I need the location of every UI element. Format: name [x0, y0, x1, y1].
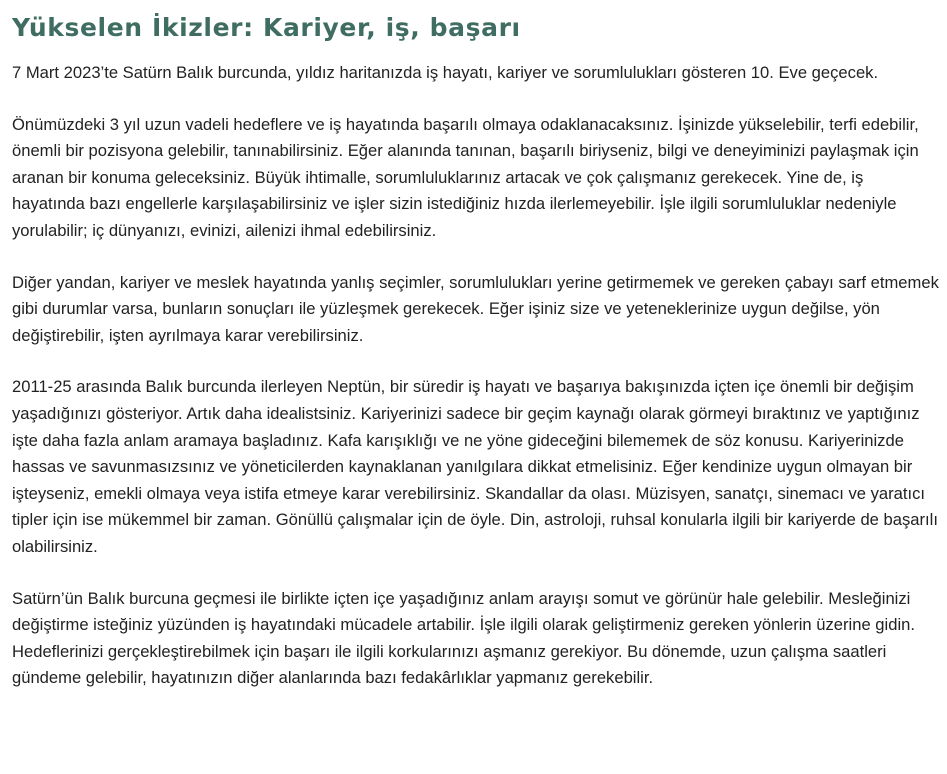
paragraph-saturn-pisces: Satürn’ün Balık burcuna geçmesi ile birlikte içten içe yaşadığınız anlam arayışı somut ve görünür hale gelebilir. Mesleğinizi değiştirme isteğiniz yüzünden iş hayatındaki mücadele artabilir. İşle ilgili olarak geliştirmeniz gereken yönlerin üzerine gidin. Hedeflerinizi gerçekleştirebilmek için başarı ile ilgili korkularınızı aşmanız gerekiyor. Bu dönemde, uzun çalışma saatleri gündeme gelebilir, hayatınızın diğer alanlarında bazı fedakârlıklar yapmanız gerekebilir.: [12, 588, 915, 688]
article-title: Yükselen İkizler: Kariyer, iş, başarı: [12, 13, 521, 42]
paragraph-career-goals: Önümüzdeki 3 yıl uzun vadeli hedeflere ve iş hayatında başarılı olmaya odaklanacaksınız. İşinizde yükselebilir, terfi edebilir, önemli bir pozisyona gelebilir, tanınabilirsiniz. Eğer alanında tanınan, başarılı biriyseniz, bilgi ve deneyiminizi paylaşmak için aranan bir konuma geleceksiniz. Büyük ihtimalle, sorumluluklarınız artacak ve çok çalışmanız gerekecek. Yine de, iş hayatında bazı engellerle karşılaşabilirsiniz ve işler sizin istediğiniz hızda ilerlemeyebilir. İşle ilgili sorumluluklar nedeniyle yorulabilir; iç dünyanızı, evinizi, ailenizi ihmal edebilirsiniz.: [12, 114, 919, 240]
paragraph-neptune: 2011-25 arasında Balık burcunda ilerleyen Neptün, bir süredir iş hayatı ve başarıya bakışınızda içten içe önemli bir değişim yaşadığınızı gösteriyor. Artık daha idealistsiniz. Kariyerinizi sadece bir geçim kaynağı olarak görmeyi bıraktınız ve yaptığınız işte daha fazla anlam aramaya başladınız. Kafa karışıklığı ve ne yöne gideceğini bilememek de söz konusu. Kariyerinizde hassas ve savunmasızsınız ve yöneticilerden kaynaklanan yanılgılara dikkat etmelisiniz. Eğer kendinize uygun olmayan bir işteyseniz, emekli olmaya veya istifa etmeye karar verebilirsiniz. Skandallar da olası. Müzisyen, sanatçı, sinemacı ve yaratıcı tipler için ise mükemmel bir zaman. Gönüllü çalışmalar için de öyle. Din, astroloji, ruhsal konularla ilgili bir kariyerde de başarılı olabilirsiniz.: [12, 377, 938, 556]
article-body: [12, 60, 939, 692]
paragraph-wrong-choices: Diğer yandan, kariyer ve meslek hayatında yanlış seçimler, sorumlulukları yerine getirmemek ve gereken çabayı sarf etmemek gibi durumlar varsa, bunların sonuçları ile yüzleşmek gerekecek. Eğer işiniz size ve yeteneklerinize uygun değilse, yön değiştirebilir, işten ayrılmaya karar verebilirsiniz.: [12, 272, 939, 345]
paragraph-saturn-transit: 7 Mart 2023’te Satürn Balık burcunda, yıldız haritanızda iş hayatı, kariyer ve sorumlulukları gösteren 10. Eve geçecek.: [12, 63, 879, 82]
